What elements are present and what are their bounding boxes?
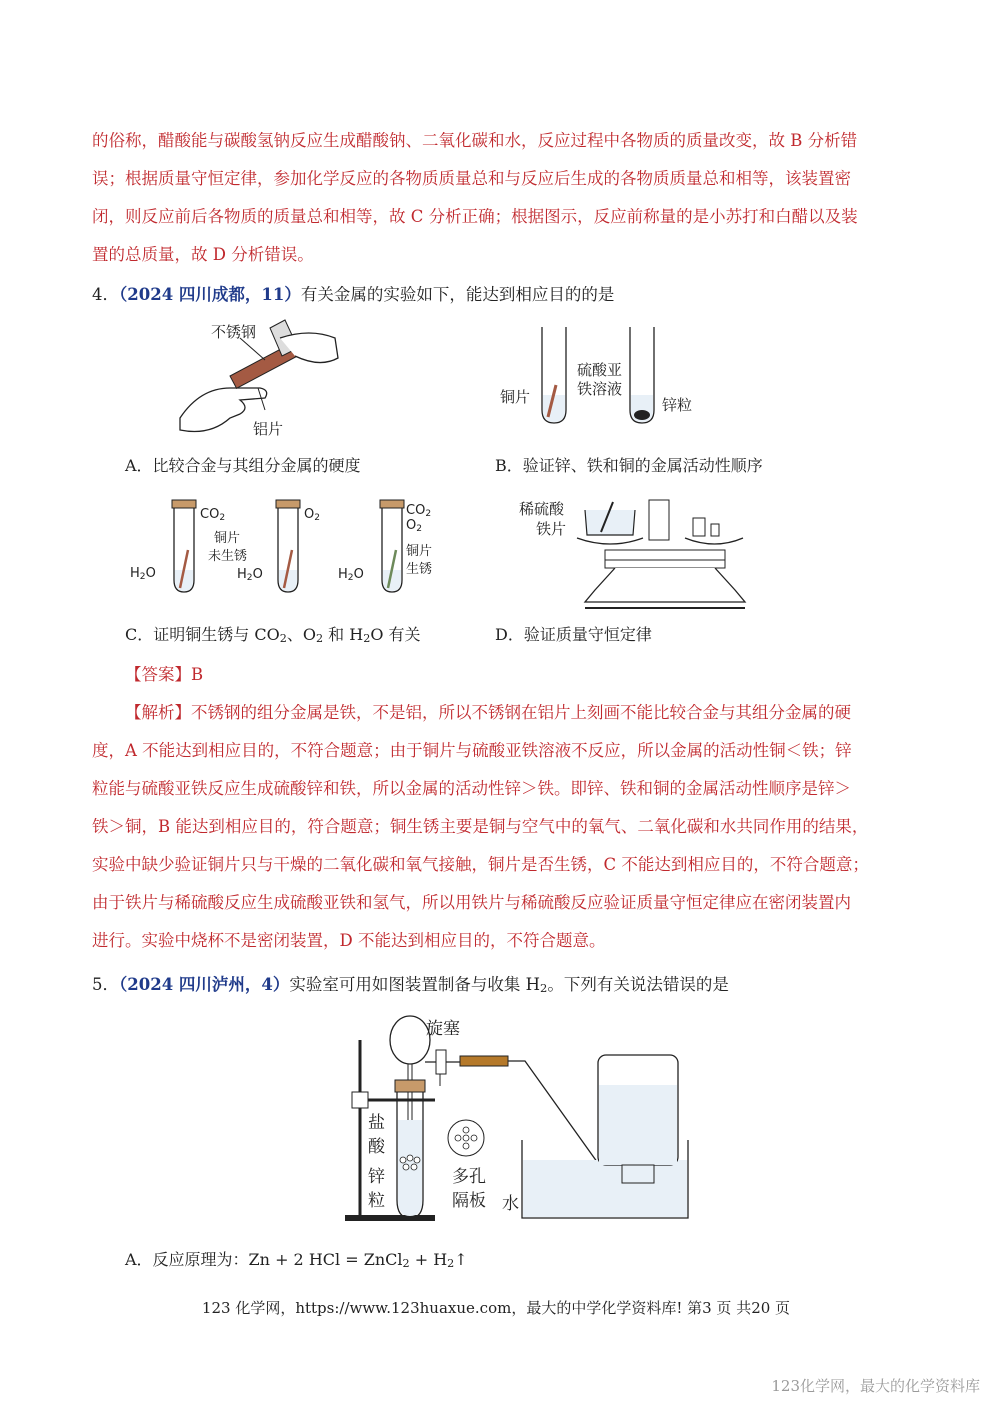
q4-option-c: C．证明铜生锈与 $CO_2$、$O_2$ 和 $H_2O$ 有关 xyxy=(125,625,421,645)
q4-analysis-line-5: 实验中缺少验证铜片只与干燥的二氧化碳和氧气接触，铜片是否生锈，C 不能达到相应目的，不符合题意； xyxy=(92,855,869,874)
fig-c-norust: 未生锈 xyxy=(208,549,248,564)
fig-c-copper-3: 铜片 xyxy=(406,544,433,559)
q5-label-zinc-1: 锌 xyxy=(368,1167,385,1187)
fig-c-co2-3: $CO_2$ xyxy=(406,503,432,519)
q4-analysis-line-1: 【解析】不锈钢的组分金属是铁，不是铝，所以不锈钢在铝片上刻画不能比较合金与其组分金属的硬 xyxy=(125,703,851,722)
q5-stem: 5．（2024 四川泸州，4）实验室可用如图装置制备与收集 $H_2$。下列有关说法错误的是 xyxy=(92,975,729,995)
fig-d-label-iron: 铁片 xyxy=(536,520,567,538)
fig-a-label-steel: 不锈钢 xyxy=(211,323,257,341)
intro-line-3: 闭，则反应前后各物质的质量总和相等，故 C 分析正确；根据图示，反应前称量的是小苏打和白醋以及装 xyxy=(92,207,858,226)
q5-option-a: A．反应原理为：Zn + 2 HCl = ZnCl$_2$ + $H_2↑$ xyxy=(125,1250,468,1270)
fig-c-rust: 生锈 xyxy=(406,562,433,577)
q4-option-d: D．验证质量守恒定律 xyxy=(495,625,652,644)
fig-b-label-zinc: 锌粒 xyxy=(662,396,693,414)
q4-analysis-line-2: 度，A 不能达到相应目的，不符合题意；由于铜片与硫酸亚铁溶液不反应，所以金属的活动性铜＜铁；锌 xyxy=(92,741,852,760)
fig-c-co2-1: $CO_2$ xyxy=(200,507,226,523)
fig-c-h2o-3: $H_2O$ xyxy=(338,567,364,583)
fig-c-h2o-2: $H_2O$ xyxy=(237,567,263,583)
q4-answer: 【答案】B xyxy=(125,665,204,684)
q4-analysis-line-4: 铁＞铜，B 能达到相应目的，符合题意；铜生锈主要是铜与空气中的氧气、二氧化碳和水共同作用的结果， xyxy=(92,817,869,836)
watermark: 123化学网，最大的化学资料库 xyxy=(771,1377,980,1395)
q4-analysis-line-7: 进行。实验中烧杯不是密闭装置，D 不能达到相应目的，不符合题意。 xyxy=(92,931,606,950)
fig-c-h2o-1: $H_2O$ xyxy=(130,566,156,582)
q4-analysis-line-3: 粒能与硫酸亚铁反应生成硫酸锌和铁，所以金属的活动性锌＞铁。即锌、铁和铜的金属活动性顺序是锌＞ xyxy=(92,779,851,798)
q4-stem xyxy=(92,281,614,305)
figure-d-balance xyxy=(575,490,755,610)
fig-a-label-aluminum: 铝片 xyxy=(253,420,284,438)
q4-stem-text: 有关金属的实验如下，能达到相应目的的是 xyxy=(300,285,615,304)
intro-line-1: 的俗称，醋酸能与碳酸氢钠反应生成醋酸钠、二氧化碳和水，反应过程中各物质的质量改变，故 B 分析错 xyxy=(92,131,858,150)
q5-label-acid-2: 酸 xyxy=(368,1137,385,1157)
q5-label-acid-1: 盐 xyxy=(368,1113,385,1133)
q4-option-b: B．验证锌、铁和铜的金属活动性顺序 xyxy=(495,456,763,475)
q4-source: （2024 四川成都，11） xyxy=(119,285,301,304)
q5-label-plate-2: 隔板 xyxy=(452,1191,486,1211)
q4-number: 4． xyxy=(92,285,119,304)
q5-label-plate-1: 多孔 xyxy=(452,1167,486,1187)
fig-b-label-copper: 铜片 xyxy=(500,388,531,406)
fig-b-label-feso4-2: 铁溶液 xyxy=(577,380,623,398)
figure-q5-apparatus xyxy=(340,1010,700,1225)
q4-option-a: A．比较合金与其组分金属的硬度 xyxy=(125,456,361,475)
q5-label-zinc-2: 粒 xyxy=(368,1191,385,1211)
intro-line-4: 置的总质量，故 D 分析错误。 xyxy=(92,245,314,264)
page-footer: 123 化学网，https://www.123huaxue.com，最大的中学化学资料库! 第3 页 共20 页 xyxy=(201,1299,791,1317)
intro-line-2: 误；根据质量守恒定律，参加化学反应的各物质质量总和与反应后生成的各物质质量总和相等，该装置密 xyxy=(92,169,851,188)
fig-c-copper: 铜片 xyxy=(214,531,241,546)
fig-d-label-acid: 稀硫酸 xyxy=(519,500,565,518)
fig-c-o2: $O_2$ xyxy=(304,507,321,523)
q5-label-valve: 旋塞 xyxy=(426,1019,460,1039)
q4-analysis-line-6: 由于铁片与稀硫酸反应生成硫酸亚铁和氢气，所以用铁片与稀硫酸反应验证质量守恒定律应在密闭装置内 xyxy=(92,893,851,912)
fig-b-label-feso4-1: 硫酸亚 xyxy=(577,361,623,379)
q5-label-water: 水 xyxy=(502,1194,519,1214)
fig-c-o2-3: $O_2$ xyxy=(406,518,423,534)
